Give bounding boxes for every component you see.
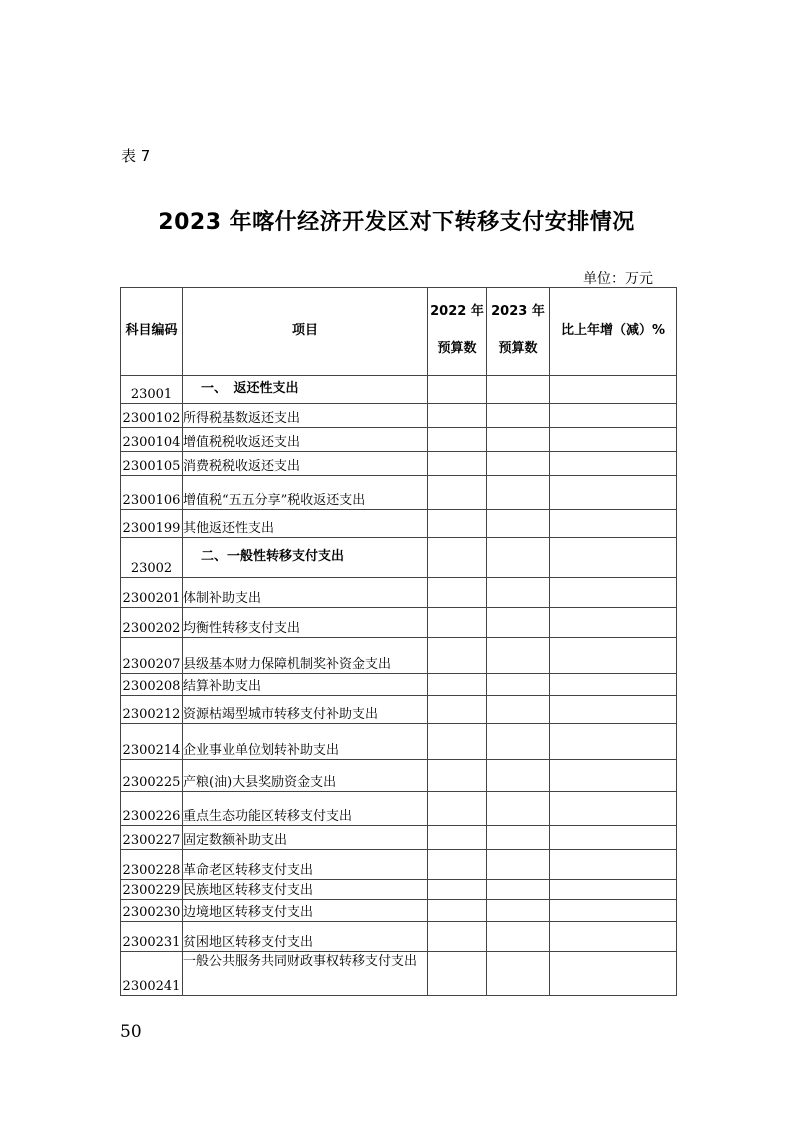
change-percent-cell — [550, 452, 677, 476]
budget-2023-cell — [487, 674, 550, 696]
header-2022-budget: 预算数 — [437, 341, 477, 357]
change-percent-cell — [550, 696, 677, 724]
item-name: 边境地区转移支付支出 — [183, 900, 428, 922]
budget-2022-cell — [428, 724, 487, 760]
item-name: 县级基本财力保障机制奖补资金支出 — [183, 638, 428, 674]
subject-code: 2300231 — [121, 922, 183, 952]
change-percent-cell — [550, 376, 677, 404]
budget-2022-cell — [428, 900, 487, 922]
table-row — [121, 476, 677, 510]
change-percent-cell — [550, 538, 677, 578]
table-row — [121, 608, 677, 638]
header-2022 — [428, 288, 487, 376]
item-name: 贫困地区转移支付支出 — [183, 922, 428, 952]
budget-2022-cell — [428, 608, 487, 638]
page-number: 50 — [120, 1022, 142, 1042]
table-row — [121, 900, 677, 922]
budget-2023-cell — [487, 476, 550, 510]
budget-2023-cell — [487, 538, 550, 578]
subject-code: 2300106 — [121, 476, 183, 510]
budget-2022-cell — [428, 578, 487, 608]
table-label: 表 7 — [121, 147, 151, 165]
budget-2023-cell — [487, 952, 550, 996]
header-2023-budget: 预算数 — [498, 341, 538, 357]
change-percent-cell — [550, 724, 677, 760]
item-name: 固定数额补助支出 — [183, 826, 428, 850]
item-name: 一般公共服务共同财政事权转移支付支出 — [183, 952, 428, 996]
budget-2023-cell — [487, 428, 550, 452]
header-change: 比上年增（减）% — [550, 288, 677, 376]
budget-2022-cell — [428, 792, 487, 826]
subject-code: 2300228 — [121, 850, 183, 880]
table-row — [121, 826, 677, 850]
table-row — [121, 452, 677, 476]
change-percent-cell — [550, 792, 677, 826]
budget-2022-cell — [428, 452, 487, 476]
table-row — [121, 724, 677, 760]
budget-2022-cell — [428, 826, 487, 850]
subject-code: 2300214 — [121, 724, 183, 760]
change-percent-cell — [550, 638, 677, 674]
table-row — [121, 578, 677, 608]
subject-code: 2300207 — [121, 638, 183, 674]
budget-2022-cell — [428, 696, 487, 724]
change-percent-cell — [550, 880, 677, 900]
budget-2023-cell — [487, 404, 550, 428]
table-row — [121, 952, 677, 996]
subject-code: 2300226 — [121, 792, 183, 826]
change-percent-cell — [550, 476, 677, 510]
item-name: 革命老区转移支付支出 — [183, 850, 428, 880]
subject-code: 2300201 — [121, 578, 183, 608]
header-code: 科目编码 — [121, 288, 183, 376]
subject-code: 2300241 — [121, 952, 183, 996]
table-row — [121, 792, 677, 826]
change-percent-cell — [550, 826, 677, 850]
transfer-payment-table — [120, 287, 677, 996]
subject-code: 2300102 — [121, 404, 183, 428]
change-percent-cell — [550, 428, 677, 452]
subject-code: 2300212 — [121, 696, 183, 724]
table-row — [121, 922, 677, 952]
change-percent-cell — [550, 674, 677, 696]
change-percent-cell — [550, 952, 677, 996]
item-name: 消费税税收返还支出 — [183, 452, 428, 476]
item-name: 重点生态功能区转移支付支出 — [183, 792, 428, 826]
table-row — [121, 760, 677, 792]
item-name: 资源枯竭型城市转移支付补助支出 — [183, 696, 428, 724]
item-name: 结算补助支出 — [183, 674, 428, 696]
budget-2022-cell — [428, 760, 487, 792]
header-2022-year: 2022 年 — [430, 303, 484, 319]
change-percent-cell — [550, 900, 677, 922]
budget-2023-cell — [487, 880, 550, 900]
unit-label: 单位：万元 — [583, 271, 653, 287]
item-name: 所得税基数返还支出 — [183, 404, 428, 428]
item-name: 体制补助支出 — [183, 578, 428, 608]
budget-2022-cell — [428, 952, 487, 996]
table-row — [121, 404, 677, 428]
subject-code: 2300208 — [121, 674, 183, 696]
budget-2023-cell — [487, 850, 550, 880]
item-name: 一、 返还性支出 — [183, 376, 428, 404]
budget-2023-cell — [487, 760, 550, 792]
budget-2023-cell — [487, 578, 550, 608]
budget-2022-cell — [428, 428, 487, 452]
budget-2023-cell — [487, 792, 550, 826]
subject-code: 2300225 — [121, 760, 183, 792]
budget-2022-cell — [428, 538, 487, 578]
budget-2023-cell — [487, 922, 550, 952]
table-row — [121, 696, 677, 724]
item-name: 民族地区转移支付支出 — [183, 880, 428, 900]
budget-2022-cell — [428, 922, 487, 952]
budget-2023-cell — [487, 724, 550, 760]
budget-2022-cell — [428, 674, 487, 696]
change-percent-cell — [550, 850, 677, 880]
section-row — [121, 376, 677, 404]
table-row — [121, 674, 677, 696]
subject-code: 2300105 — [121, 452, 183, 476]
table-row — [121, 850, 677, 880]
subject-code: 2300202 — [121, 608, 183, 638]
change-percent-cell — [550, 404, 677, 428]
item-name: 二、一般性转移支付支出 — [183, 538, 428, 578]
budget-2023-cell — [487, 608, 550, 638]
budget-2023-cell — [487, 510, 550, 538]
header-item: 项目 — [183, 288, 428, 376]
page-title: 2023 年喀什经济开发区对下转移支付安排情况 — [158, 210, 635, 235]
budget-2023-cell — [487, 376, 550, 404]
table-row — [121, 510, 677, 538]
change-percent-cell — [550, 510, 677, 538]
budget-2022-cell — [428, 476, 487, 510]
budget-2022-cell — [428, 376, 487, 404]
budget-2022-cell — [428, 638, 487, 674]
item-name: 均衡性转移支付支出 — [183, 608, 428, 638]
subject-code: 2300227 — [121, 826, 183, 850]
table-row — [121, 638, 677, 674]
item-name: 企业事业单位划转补助支出 — [183, 724, 428, 760]
subject-code: 2300104 — [121, 428, 183, 452]
subject-code: 2300230 — [121, 900, 183, 922]
subject-code: 23002 — [121, 538, 183, 578]
change-percent-cell — [550, 922, 677, 952]
budget-2023-cell — [487, 452, 550, 476]
item-name: 产粮(油)大县奖励资金支出 — [183, 760, 428, 792]
table-row — [121, 428, 677, 452]
section-row — [121, 538, 677, 578]
subject-code: 2300199 — [121, 510, 183, 538]
item-name: 其他返还性支出 — [183, 510, 428, 538]
budget-2023-cell — [487, 826, 550, 850]
table-row — [121, 880, 677, 900]
change-percent-cell — [550, 608, 677, 638]
header-2023 — [487, 288, 550, 376]
budget-2023-cell — [487, 696, 550, 724]
budget-2022-cell — [428, 850, 487, 880]
change-percent-cell — [550, 760, 677, 792]
table-body — [121, 376, 677, 996]
change-percent-cell — [550, 578, 677, 608]
item-name: 增值税税收返还支出 — [183, 428, 428, 452]
item-name: 增值税“五五分享”税收返还支出 — [183, 476, 428, 510]
budget-2023-cell — [487, 638, 550, 674]
subject-code: 2300229 — [121, 880, 183, 900]
budget-2023-cell — [487, 900, 550, 922]
budget-2022-cell — [428, 880, 487, 900]
subject-code: 23001 — [121, 376, 183, 404]
budget-2022-cell — [428, 404, 487, 428]
budget-2022-cell — [428, 510, 487, 538]
header-2023-year: 2023 年 — [491, 303, 545, 319]
table-header-row — [121, 288, 677, 376]
